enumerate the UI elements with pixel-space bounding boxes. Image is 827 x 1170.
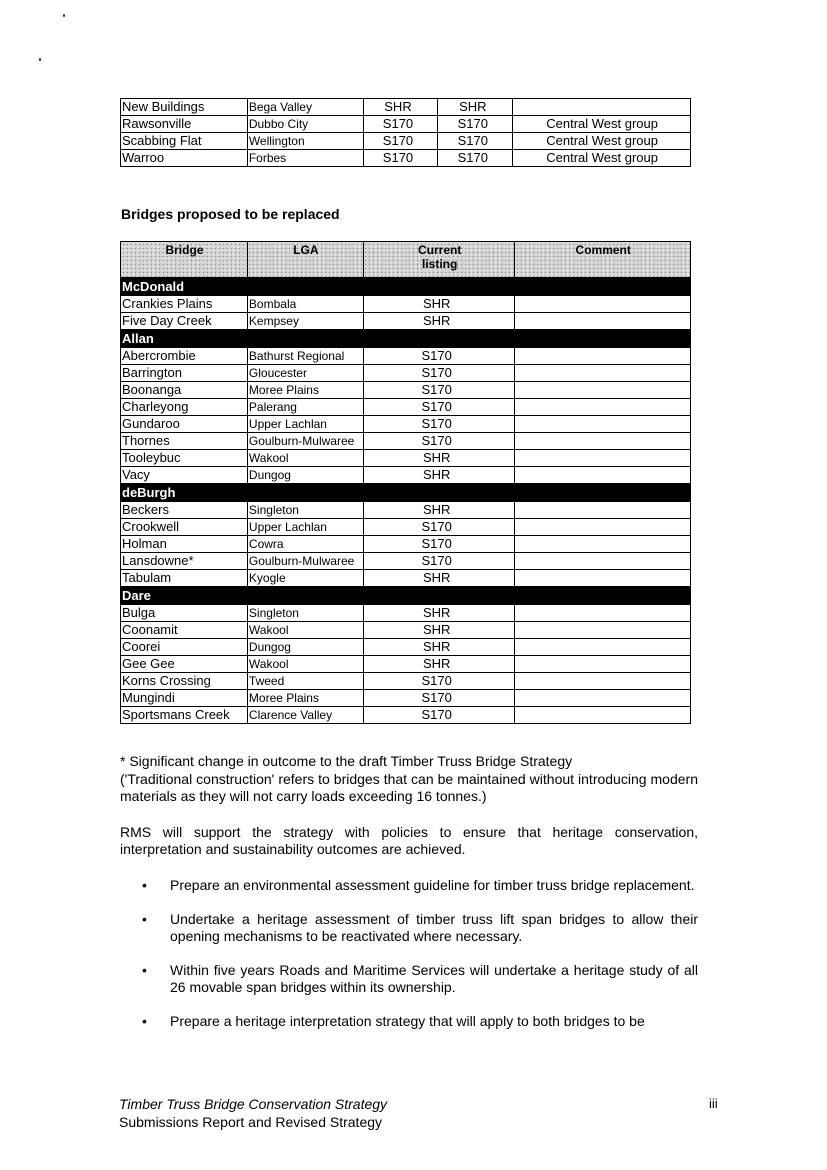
header-bridge: Bridge	[121, 242, 248, 278]
current-listing: S170	[363, 536, 515, 553]
table-row	[121, 605, 691, 622]
current-listing: S170	[363, 433, 515, 450]
table-row	[121, 536, 691, 553]
bullet-glyph: •	[142, 877, 147, 893]
footer-document-title: Timber Truss Bridge Conservation Strategy	[119, 1096, 388, 1112]
bridge-name: Sportsmans Creek	[121, 707, 248, 724]
current-listing: S170	[363, 133, 438, 150]
lga-name: Singleton	[247, 502, 363, 519]
comment	[515, 519, 691, 536]
current-listing: SHR	[363, 502, 515, 519]
table-row	[121, 116, 691, 133]
comment	[515, 690, 691, 707]
group-row	[121, 330, 691, 348]
lga-name: Goulburn-Mulwaree	[247, 433, 363, 450]
comment	[515, 605, 691, 622]
proposed-listing: SHR	[438, 99, 513, 116]
table-row	[121, 313, 691, 330]
lga-name: Goulburn-Mulwaree	[247, 553, 363, 570]
current-listing: SHR	[363, 656, 515, 673]
comment	[515, 348, 691, 365]
table-row	[121, 622, 691, 639]
group-name: Dare	[121, 587, 691, 605]
bridge-name: Tooleybuc	[121, 450, 248, 467]
bridge-name: Gee Gee	[121, 656, 248, 673]
bullet-text: Prepare an environmental assessment guideline for timber truss bridge replacement.	[170, 877, 695, 893]
comment	[515, 313, 691, 330]
current-listing: S170	[363, 416, 515, 433]
lga-name: Bega Valley	[247, 99, 363, 116]
page-number: iii	[709, 1096, 718, 1111]
comment: Central West group	[513, 116, 691, 133]
lga-name: Singleton	[247, 605, 363, 622]
comment	[515, 536, 691, 553]
lga-name: Upper Lachlan	[247, 519, 363, 536]
table-row	[121, 553, 691, 570]
current-listing: S170	[363, 673, 515, 690]
table-row	[121, 673, 691, 690]
comment	[515, 382, 691, 399]
table-row	[121, 450, 691, 467]
current-listing: SHR	[363, 570, 515, 587]
current-listing: S170	[363, 553, 515, 570]
comment	[515, 416, 691, 433]
lga-name: Moree Plains	[247, 382, 363, 399]
comment	[515, 433, 691, 450]
table-row	[121, 99, 691, 116]
table-row	[121, 133, 691, 150]
table-row	[121, 570, 691, 587]
table-row	[121, 296, 691, 313]
comment	[515, 656, 691, 673]
lga-name: Wellington	[247, 133, 363, 150]
bullet-glyph: •	[142, 1013, 147, 1029]
bridge-name: Charleyong	[121, 399, 248, 416]
comment: Central West group	[513, 150, 691, 167]
comment	[515, 296, 691, 313]
current-listing: S170	[363, 707, 515, 724]
bridge-name: Bulga	[121, 605, 248, 622]
current-listing: SHR	[363, 622, 515, 639]
comment	[515, 570, 691, 587]
bridge-name: Mungindi	[121, 690, 248, 707]
lga-name: Kempsey	[247, 313, 363, 330]
bullet-text: Within five years Roads and Maritime Services will undertake a heritage study of all 26 movable span bridges within its ownership.	[170, 962, 698, 995]
table-row	[121, 707, 691, 724]
bridge-name: Five Day Creek	[121, 313, 248, 330]
header-lga: LGA	[247, 242, 363, 278]
current-listing: S170	[363, 690, 515, 707]
table-row	[121, 519, 691, 536]
bridge-name: Barrington	[121, 365, 248, 382]
retained-bridges-table-continuation	[120, 98, 691, 167]
group-name: McDonald	[121, 278, 691, 296]
table-row	[121, 399, 691, 416]
bridge-name: Boonanga	[121, 382, 248, 399]
lga-name: Gloucester	[247, 365, 363, 382]
bridge-name: Coonamit	[121, 622, 248, 639]
current-listing: SHR	[363, 639, 515, 656]
bridge-name: Coorei	[121, 639, 248, 656]
proposed-listing: S170	[438, 133, 513, 150]
table-row	[121, 433, 691, 450]
current-listing: SHR	[363, 450, 515, 467]
bullet-item	[120, 962, 698, 996]
bridge-name: Scabbing Flat	[121, 133, 248, 150]
bridge-name: Korns Crossing	[121, 673, 248, 690]
bullet-text: Undertake a heritage assessment of timber truss lift span bridges to allow their opening mechanisms to be reactivated where necessary.	[170, 911, 698, 944]
bridge-name: Crookwell	[121, 519, 248, 536]
current-listing: S170	[363, 348, 515, 365]
bridge-name: Rawsonville	[121, 116, 248, 133]
lga-name: Bombala	[247, 296, 363, 313]
lga-name: Tweed	[247, 673, 363, 690]
bullet-item	[120, 1013, 698, 1030]
lga-name: Wakool	[247, 450, 363, 467]
scan-speck	[63, 14, 65, 17]
bullet-item	[120, 877, 698, 894]
comment	[515, 450, 691, 467]
table-row	[121, 382, 691, 399]
lga-name: Dungog	[247, 467, 363, 484]
lga-name: Wakool	[247, 622, 363, 639]
table-row	[121, 467, 691, 484]
bullet-glyph: •	[142, 911, 147, 927]
lga-name: Palerang	[247, 399, 363, 416]
lga-name: Dungog	[247, 639, 363, 656]
comment	[515, 502, 691, 519]
comment	[515, 707, 691, 724]
current-listing: S170	[363, 365, 515, 382]
traditional-construction-note: ('Traditional construction' refers to bridges that can be maintained without introducing modern materials as they will not carry loads exceeding 16 tonnes.)	[120, 771, 698, 804]
current-listing: SHR	[363, 296, 515, 313]
main-table-body	[121, 278, 691, 724]
lga-name: Kyogle	[247, 570, 363, 587]
table-row	[121, 639, 691, 656]
current-listing: SHR	[363, 99, 438, 116]
current-listing: SHR	[363, 313, 515, 330]
current-listing: S170	[363, 150, 438, 167]
lga-name: Dubbo City	[247, 116, 363, 133]
table-row	[121, 365, 691, 382]
comment	[515, 365, 691, 382]
group-row	[121, 587, 691, 605]
table-header-row	[121, 242, 691, 278]
bridge-name: Gundaroo	[121, 416, 248, 433]
table-row	[121, 690, 691, 707]
page-footer	[119, 1095, 387, 1131]
bridge-name: Lansdowne*	[121, 553, 248, 570]
current-listing: S170	[363, 382, 515, 399]
bridge-name: Warroo	[121, 150, 248, 167]
comment: Central West group	[513, 133, 691, 150]
proposed-listing: S170	[438, 116, 513, 133]
lga-name: Cowra	[247, 536, 363, 553]
comment	[515, 553, 691, 570]
bridge-name: New Buildings	[121, 99, 248, 116]
comment	[515, 673, 691, 690]
bridge-name: Abercrombie	[121, 348, 248, 365]
comment	[515, 399, 691, 416]
bridge-name: Crankies Plains	[121, 296, 248, 313]
bridge-name: Thornes	[121, 433, 248, 450]
footnote: * Significant change in outcome to the draft Timber Truss Bridge Strategy	[120, 753, 573, 769]
header-current-listing	[363, 242, 515, 278]
current-listing: S170	[363, 399, 515, 416]
current-listing: S170	[363, 519, 515, 536]
group-name: Allan	[121, 330, 691, 348]
table-row	[121, 150, 691, 167]
proposed-listing: S170	[438, 150, 513, 167]
current-listing: SHR	[363, 605, 515, 622]
table-row	[121, 348, 691, 365]
comment	[515, 639, 691, 656]
table-row	[121, 656, 691, 673]
current-listing: SHR	[363, 467, 515, 484]
bridge-name: Holman	[121, 536, 248, 553]
intro-paragraph: RMS will support the strategy with policies to ensure that heritage conservation, interpretation and sustainability outcomes are achieved.	[120, 824, 698, 857]
bridge-name: Tabulam	[121, 570, 248, 587]
lga-name: Upper Lachlan	[247, 416, 363, 433]
lga-name: Bathurst Regional	[247, 348, 363, 365]
lga-name: Wakool	[247, 656, 363, 673]
comment	[515, 467, 691, 484]
group-row	[121, 278, 691, 296]
bridges-replaced-table	[120, 241, 691, 724]
comment	[513, 99, 691, 116]
header-comment: Comment	[515, 242, 691, 278]
bullet-item	[120, 911, 698, 945]
lga-name: Forbes	[247, 150, 363, 167]
policy-bullet-list	[120, 877, 698, 1047]
group-row	[121, 484, 691, 502]
section-heading: Bridges proposed to be replaced	[121, 206, 340, 222]
header-current-listing-text: Current listing	[417, 243, 462, 271]
table-row	[121, 416, 691, 433]
group-name: deBurgh	[121, 484, 691, 502]
bullet-text: Prepare a heritage interpretation strategy that will apply to both bridges to be	[170, 1013, 645, 1029]
footer-document-subtitle: Submissions Report and Revised Strategy	[119, 1114, 383, 1130]
scan-speck	[39, 58, 41, 61]
bridge-name: Beckers	[121, 502, 248, 519]
table-row	[121, 502, 691, 519]
lga-name: Moree Plains	[247, 690, 363, 707]
top-table-body	[121, 99, 691, 167]
bullet-glyph: •	[142, 962, 147, 978]
lga-name: Clarence Valley	[247, 707, 363, 724]
current-listing: S170	[363, 116, 438, 133]
comment	[515, 622, 691, 639]
bridge-name: Vacy	[121, 467, 248, 484]
